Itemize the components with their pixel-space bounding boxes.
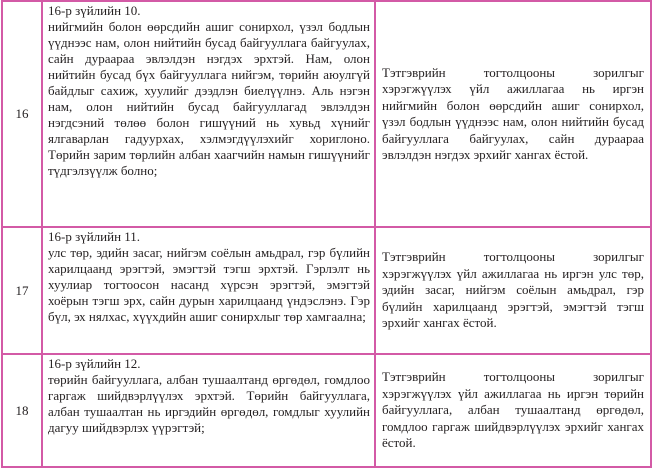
row-number: 18: [2, 354, 42, 467]
row-number: 16: [2, 1, 42, 227]
article-cell: [42, 354, 375, 467]
duty-cell: [375, 354, 651, 467]
rights-comparison-table: [1, 0, 652, 468]
article-text: улс төр, эдийн засаг, нийгэм соёлын амьдрал, гэр бүлийн харилцаанд эрэгтэй, эмэгтэй тэгш эрхтэй. Гэрлэлт нь хуулиар тогтоосон насанд хүрсэн эрэгтэй, эмэгтэй хоёрын тэгш эрх, сайн дурын харилцаанд үндэслэнэ. Гэр бүл, эх нялхас, хүүхдийн ашиг сонирхлыг төр хамгаална;: [48, 245, 370, 324]
article-title: 16-р зүйлийн 10.: [48, 3, 141, 18]
duty-cell: [375, 227, 651, 354]
table-row: [2, 227, 651, 354]
article-text: төрийн байгууллага, албан тушаалтанд өргөдөл, гомдлоо гаргаж шийдвэрлүүлэх эрхтэй. Төрийн байгууллага, албан тушаалтан нь иргэдийн өргөдөл, гомдлыг хуулийн дагуу шийдвэрлэх үүрэгтэй;: [48, 372, 370, 435]
duty-text: Тэтгэврийн тогтолцооны зорилгыг хэрэгжүүлэх үйл ажиллагаа нь иргэн нийгмийн болон өөрсдийн ашиг сонирхол, үзэл бодлын үүднээс нам, олон нийтийн бусад байгууллага байгуулах, сайн дураараа эвлэлдэн нэгдэх эрхийг хангах ёстой.: [382, 64, 644, 162]
duty-text: Тэтгэврийн тогтолцооны зорилгыг хэрэгжүүлэх үйл ажиллагаа нь иргэн төрийн байгууллага, албан тушаалтанд өргөдөл, гомдлоо гаргаж шийдвэрлүүлэх эрхийг хангах ёстой.: [382, 369, 644, 451]
row-number: 17: [2, 227, 42, 354]
article-cell: [42, 1, 375, 227]
duty-cell: [375, 1, 651, 227]
article-cell: [42, 227, 375, 354]
table-row: [2, 1, 651, 227]
article-title: 16-р зүйлийн 12.: [48, 356, 141, 371]
article-text: нийгмийн болон өөрсдийн ашиг сонирхол, үзэл бодлын үүднээс нам, олон нийтийн бусад байгууллага байгуулах, сайн дураараа эвлэлдэн нэгдэх эрхтэй. Нам, олон нийтийн бусад бүх байгууллага нийгэм, төрийн аюулгүй байдлыг сахиж, хуулийг дээдлэн биелүүлнэ. Аль нэгэн нам, олон нийтийн бусад байгууллагад эвлэлдэн нэгдсэний төлөө болон гишүүний нь хувьд хүнийг ялгаварлан гадуурхах, хэлмэгдүүлэхийг хориглоно. Төрийн зарим төрлийн албан хаагчийн намын гишүүнийг түдгэлзүүлж болно;: [48, 19, 370, 178]
table-row: [2, 354, 651, 467]
article-title: 16-р зүйлийн 11.: [48, 229, 141, 244]
duty-text: Тэтгэврийн тогтолцооны зорилгыг хэрэгжүүлэх үйл ажиллагаа нь иргэн улс төр, эдийн засаг, нийгэм соёлын амьдрал, гэр бүлийн харилцаанд эрэгтэй, эмэгтэй тэгш эрхийг хангах ёстой.: [382, 249, 644, 331]
